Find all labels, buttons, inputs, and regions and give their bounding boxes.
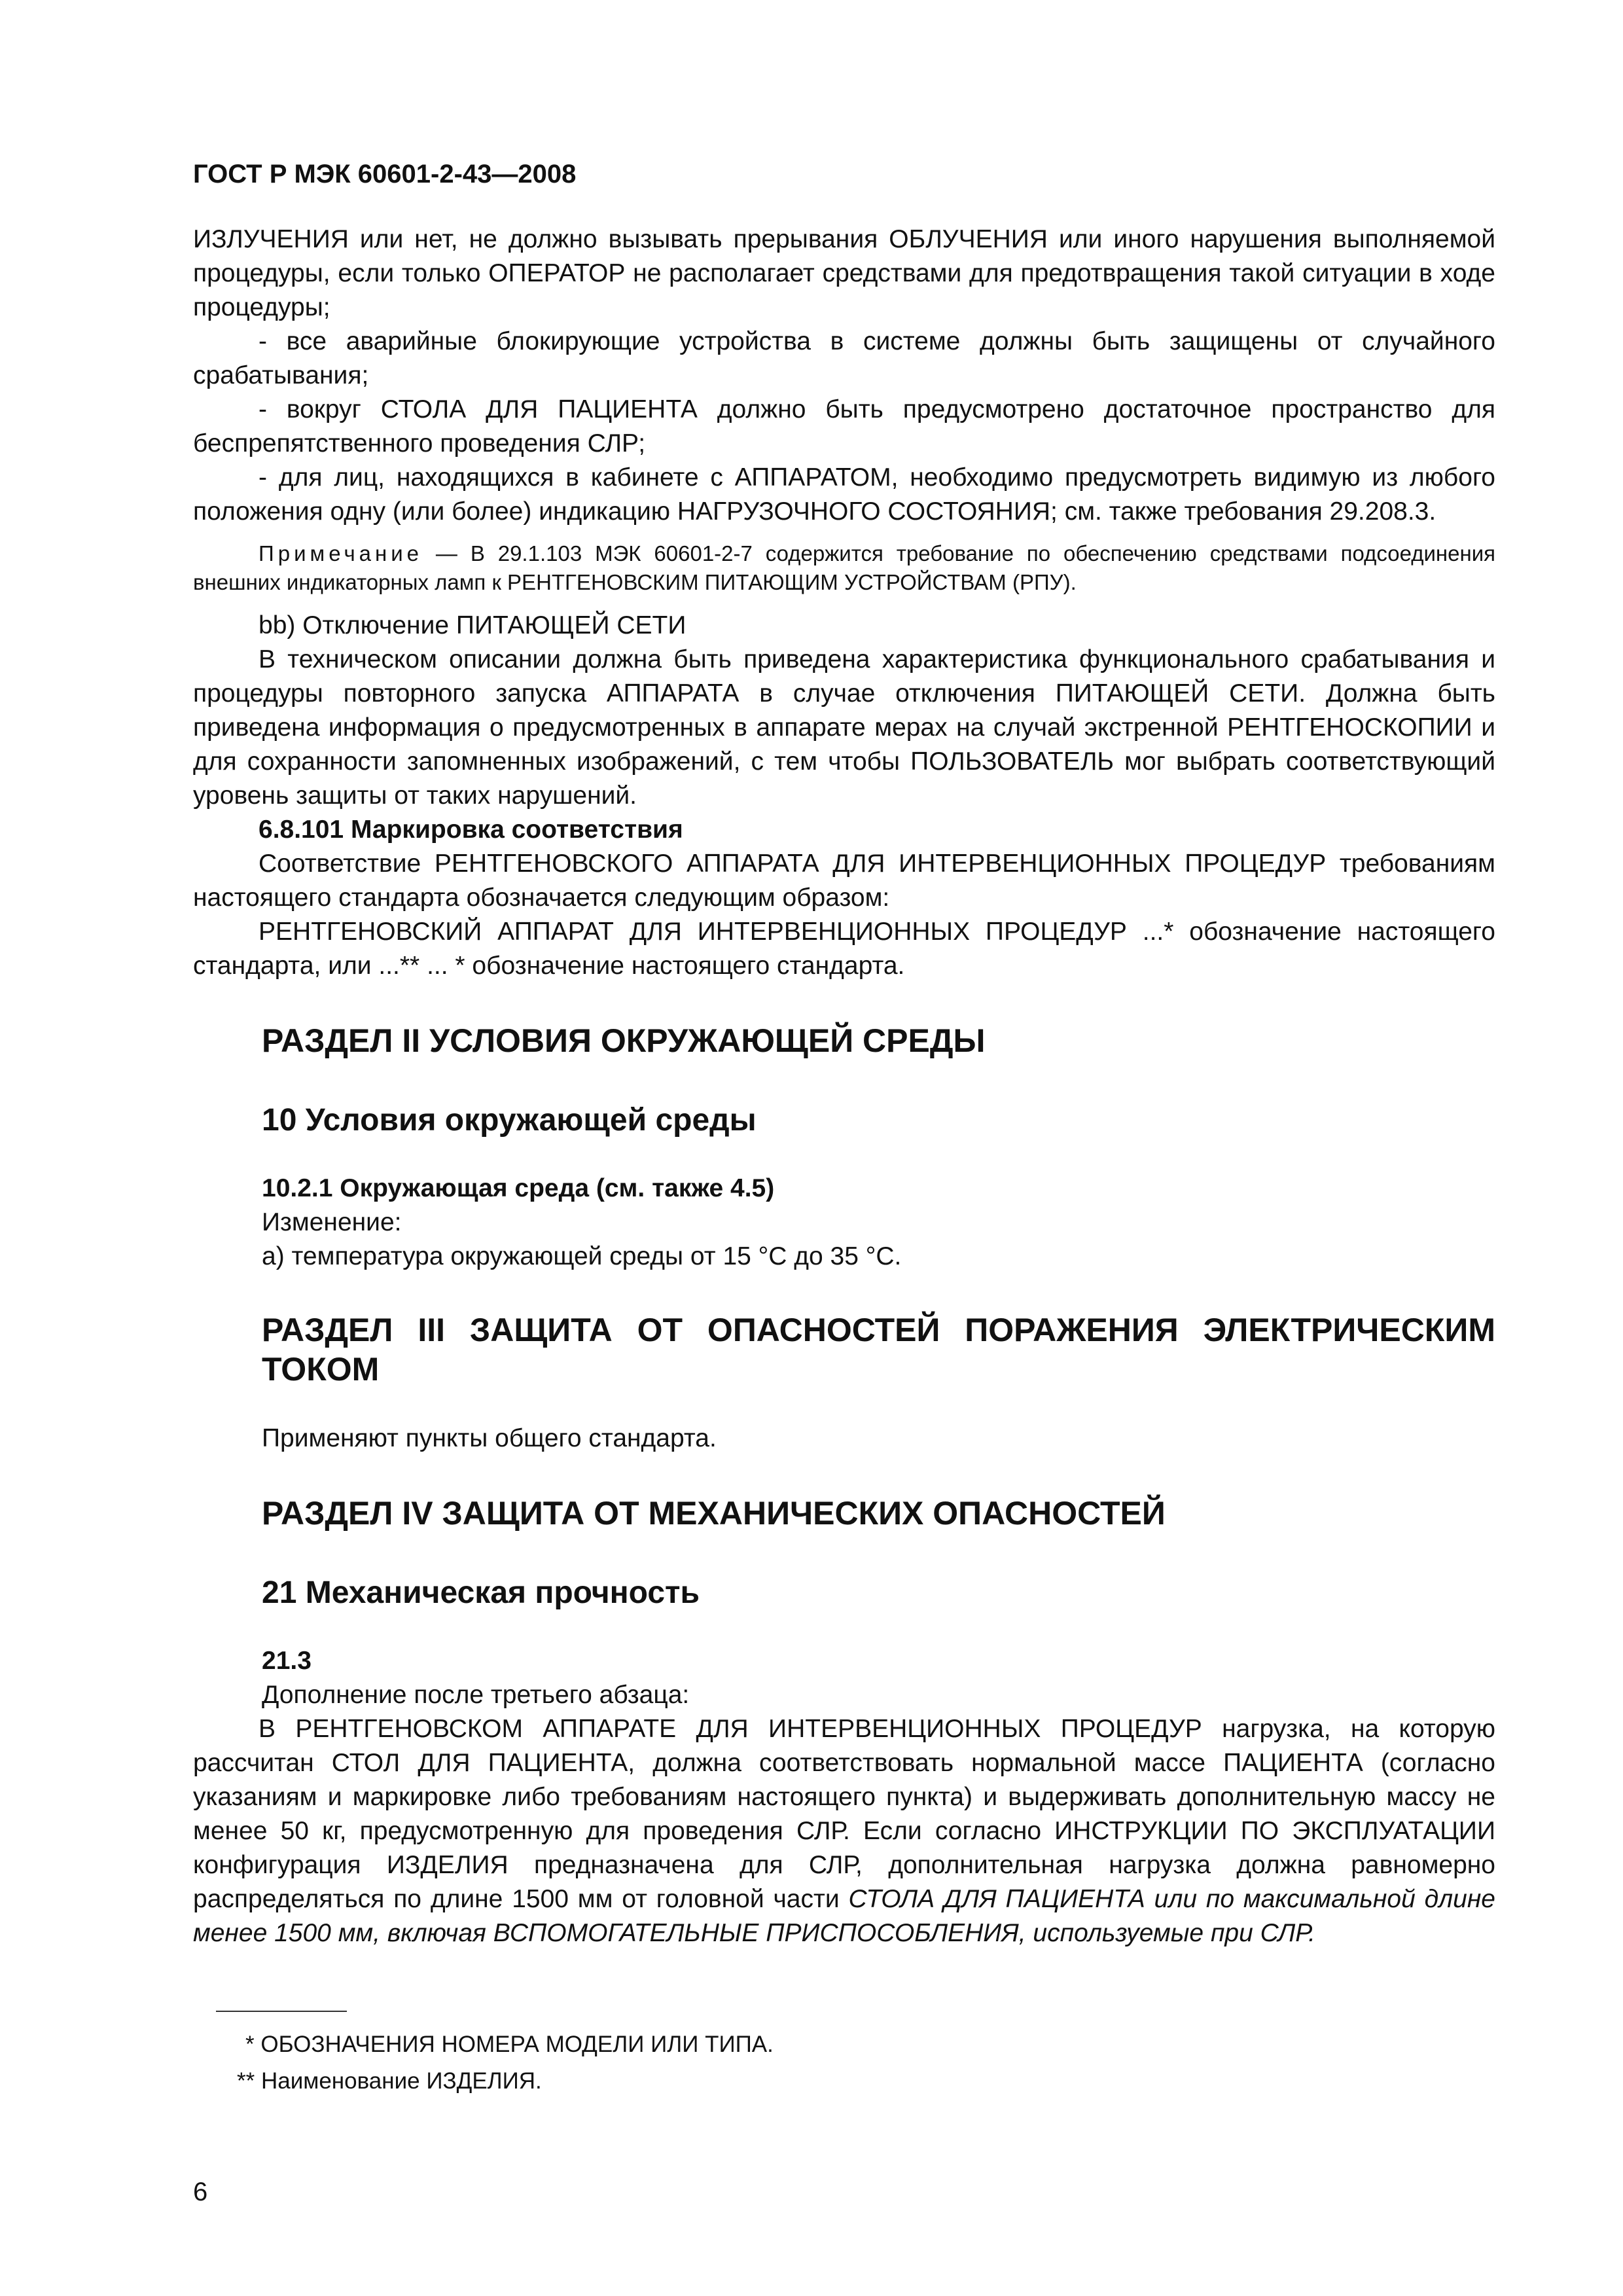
paragraph: В техническом описании должна быть приведена характеристика функционального срабатывания и процедуры повторного запуска АППАРАТА в случае отключения ПИТАЮЩЕЙ СЕТИ. Должна быть приведена информация о предусмотренных в аппарате мерах на случай экстренной РЕНТГЕНОСКОПИИ и для сохранности запомненных изображений, с тем чтобы ПОЛЬЗОВАТЕЛЬ мог выбрать соответствующий уровень защиты от таких нарушений.: [193, 645, 1495, 810]
paragraph: ИЗЛУЧЕНИЯ или нет, не должно вызывать прерывания ОБЛУЧЕНИЯ или иного нарушения выполняемой процедуры, если только ОПЕРАТОР не располагает средствами для предотвращения такой ситуации в ходе процедуры;: [193, 225, 1495, 321]
clause-heading: 21.3: [262, 1647, 312, 1675]
page-number: 6: [193, 2178, 208, 2206]
clause-heading: 10.2.1 Окружающая среда (см. также 4.5): [262, 1174, 775, 1202]
paragraph: Соответствие РЕНТГЕНОВСКОГО АППАРАТА ДЛЯ ИНТЕРВЕНЦИОННЫХ ПРОЦЕДУР требованиям настоящего стандарта обозначается следующим образом:: [193, 850, 1495, 912]
note-text: — В 29.1.103 МЭК 60601-2-7 содержится требование по обеспечению средствами подсоединения внешних индикаторных ламп к РЕНТГЕНОВСКИМ ПИТАЮЩИМ УСТРОЙСТВАМ (РПУ).: [193, 541, 1495, 594]
note-label: Примечание: [259, 541, 423, 565]
chapter-heading: 21 Механическая прочность: [262, 1575, 700, 1610]
footnote: * ОБОЗНАЧЕНИЯ НОМЕРА МОДЕЛИ ИЛИ ТИПА.: [245, 2032, 774, 2057]
paragraph: РЕНТГЕНОВСКИЙ АППАРАТ ДЛЯ ИНТЕРВЕНЦИОННЫХ ПРОЦЕДУР ...* обозначение настоящего стандарта, или ...** ... * обозначение настоящего стандарта.: [193, 918, 1495, 980]
footnote: ** Наименование ИЗДЕЛИЯ.: [237, 2068, 542, 2094]
section-heading: РАЗДЕЛ II УСЛОВИЯ ОКРУЖАЮЩЕЙ СРЕДЫ: [262, 1022, 986, 1059]
list-item: - вокруг СТОЛА ДЛЯ ПАЦИЕНТА должно быть предусмотрено достаточное пространство для беспрепятственного проведения СЛР;: [193, 395, 1495, 457]
section-heading: РАЗДЕЛ IV ЗАЩИТА ОТ МЕХАНИЧЕСКИХ ОПАСНОСТЕЙ: [262, 1495, 1166, 1532]
list-item: а) температура окружающей среды от 15 °С до 35 °С.: [262, 1242, 902, 1270]
section-heading: РАЗДЕЛ III ЗАЩИТА ОТ ОПАСНОСТЕЙ ПОРАЖЕНИЯ ЭЛЕКТРИЧЕСКИМ ТОКОМ: [262, 1312, 1495, 1388]
chapter-heading: 10 Условия окружающей среды: [262, 1103, 757, 1138]
note: [193, 539, 1495, 597]
list-item: - все аварийные блокирующие устройства в системе должны быть защищены от случайного срабатывания;: [193, 327, 1495, 389]
paragraph: Изменение:: [262, 1208, 402, 1236]
subclause-bb: bb) Отключение ПИТАЮЩЕЙ СЕТИ: [259, 611, 687, 639]
paragraph-italic-text: СТОЛА ДЛЯ ПАЦИЕНТА или по максимальной длине менее 1500 мм, включая ВСПОМОГАТЕЛЬНЫЕ ПРИСПОСОБЛЕНИЯ, используемые при СЛР.: [193, 1885, 1496, 1947]
paragraph-text: В РЕНТГЕНОВСКОМ АППАРАТЕ ДЛЯ ИНТЕРВЕНЦИОННЫХ ПРОЦЕДУР нагрузка, на которую рассчитан СТОЛ ДЛЯ ПАЦИЕНТА, должна соответствовать нормальной массе ПАЦИЕНТА (согласно указаниям и маркировке либо требованиям настоящего пункта) и выдерживать дополнительную массу не менее 50 кг, предусмотренную для проведения СЛР. Если согласно ИНСТРУКЦИИ ПО ЭКСПЛУАТАЦИИ конфигурация ИЗДЕЛИЯ предназначена для СЛР, дополнительная нагрузка должна равномерно распределяться по длине 1500 мм от головной части: [193, 1715, 1495, 1913]
document-header: ГОСТ Р МЭК 60601-2-43—2008: [193, 160, 577, 188]
document-body: [193, 223, 1495, 1950]
footnote-divider: [216, 2011, 347, 2012]
paragraph: Применяют пункты общего стандарта.: [262, 1424, 717, 1452]
paragraph: Дополнение после третьего абзаца:: [262, 1681, 690, 1709]
paragraph: [193, 1712, 1495, 1950]
clause-heading: 6.8.101 Маркировка соответствия: [259, 816, 683, 844]
list-item: - для лиц, находящихся в кабинете с АППАРАТОМ, необходимо предусмотреть видимую из любого положения одну (или более) индикацию НАГРУЗОЧНОГО СОСТОЯНИЯ; см. также требования 29.208.3.: [193, 463, 1495, 526]
